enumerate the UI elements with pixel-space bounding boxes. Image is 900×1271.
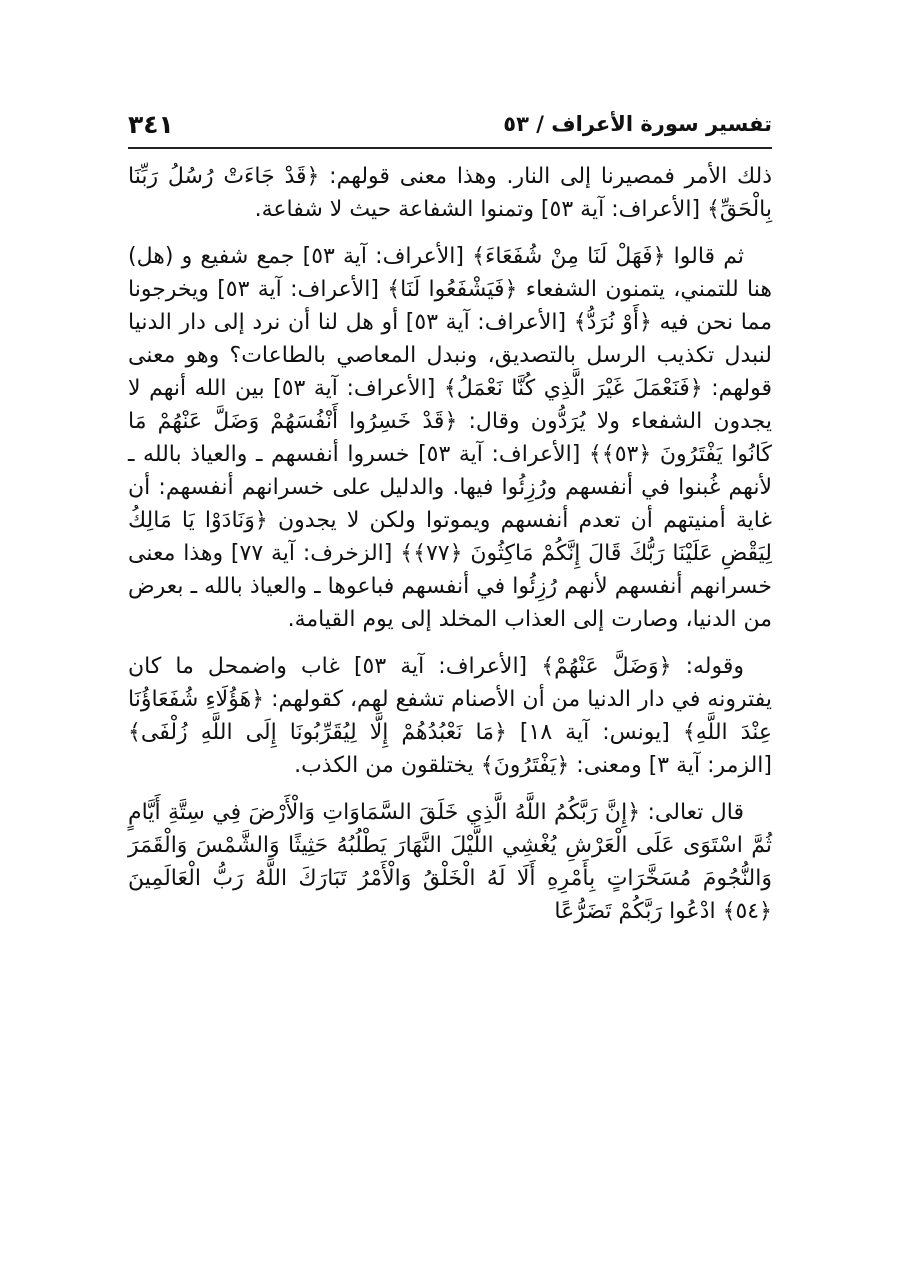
paragraph-4: قال تعالى: ﴿إِنَّ رَبَّكُمُ اللَّهُ الَّذِي خَلَقَ السَّمَاوَاتِ وَالْأَرْضَ فِي سِتَّةِ أَيَّامٍ ثُمَّ اسْتَوَى عَلَى الْعَرْشِ يُغْشِي اللَّيْلَ النَّهَارَ يَطْلُبُهُ حَثِيثًا وَالشَّمْسَ وَالْقَمَرَ وَالنُّجُومَ مُسَخَّرَاتٍ بِأَمْرِهِ أَلَا لَهُ الْخَلْقُ وَالْأَمْرُ تَبَارَكَ اللَّهُ رَبُّ الْعَالَمِينَ ﴿٥٤﴾ ادْعُوا رَبَّكُمْ تَضَرُّعًا — [128, 800, 772, 924]
page-body — [128, 160, 772, 928]
paragraph-1: ذلك الأمر فمصيرنا إلى النار. وهذا معنى قولهم: ﴿قَدْ جَاءَتْ رُسُلُ رَبِّنَا بِالْحَقِّ﴾ [الأعراف: آية ٥٣] وتمنوا الشفاعة حيث لا شفاعة. — [128, 164, 772, 222]
page-number: ٣٤١ — [128, 110, 174, 139]
running-title: تفسير سورة الأعراف / ٥٣ — [503, 112, 772, 136]
header-divider — [128, 147, 772, 149]
page-header — [128, 110, 772, 146]
paragraph-2: ثم قالوا ﴿فَهَلْ لَنَا مِنْ شُفَعَاءَ﴾ [الأعراف: آية ٥٣] جمع شفيع و (هل) هنا للتمني، يتمنون الشفعاء ﴿فَيَشْفَعُوا لَنَا﴾ [الأعراف: آية ٥٣] ويخرجونا مما نحن فيه ﴿أَوْ نُرَدُّ﴾ [الأعراف: آية ٥٣] أو هل لنا أن نرد إلى دار الدنيا لنبدل تكذيب الرسل بالتصديق، ونبدل المعاصي بالطاعات؟ وهو معنى قولهم: ﴿فَنَعْمَلَ غَيْرَ الَّذِي كُنَّا نَعْمَلُ﴾ [الأعراف: آية ٥٣] بين الله أنهم لا يجدون الشفعاء ولا يُرَدُّون وقال: ﴿قَدْ خَسِرُوا أَنْفُسَهُمْ وَضَلَّ عَنْهُمْ مَا كَانُوا يَفْتَرُونَ ﴿٥٣﴾﴾ [الأعراف: آية ٥٣] خسروا أنفسهم ـ والعياذ بالله ـ لأنهم غُبنوا في أنفسهم ورُزِئُوا فيها. والدليل على خسرانهم أنفسهم: أن غاية أمنيتهم أن تعدم أنفسهم ويموتوا ولكن لا يجدون ﴿وَنَادَوْا يَا مَالِكُ لِيَقْضِ عَلَيْنَا رَبُّكَ قَالَ إِنَّكُمْ مَاكِثُونَ ﴿٧٧﴾﴾ [الزخرف: آية ٧٧] وهذا معنى خسرانهم أنفسهم لأنهم رُزِئُوا في أنفسهم فباعوها ـ والعياذ بالله ـ بعرض من الدنيا، وصارت إلى العذاب المخلد إلى يوم القيامة. — [128, 244, 773, 632]
paragraph-3: وقوله: ﴿وَضَلَّ عَنْهُمْ﴾ [الأعراف: آية ٥٣] غاب واضمحل ما كان يفترونه في دار الدنيا من أن الأصنام تشفع لهم، كقولهم: ﴿هَؤُلَاءِ شُفَعَاؤُنَا عِنْدَ اللَّهِ﴾ [يونس: آية ١٨] ﴿مَا نَعْبُدُهُمْ إِلَّا لِيُقَرِّبُونَا إِلَى اللَّهِ زُلْفَى﴾ [الزمر: آية ٣] ومعنى: ﴿يَفْتَرُونَ﴾ يختلقون من الكذب. — [128, 654, 772, 778]
